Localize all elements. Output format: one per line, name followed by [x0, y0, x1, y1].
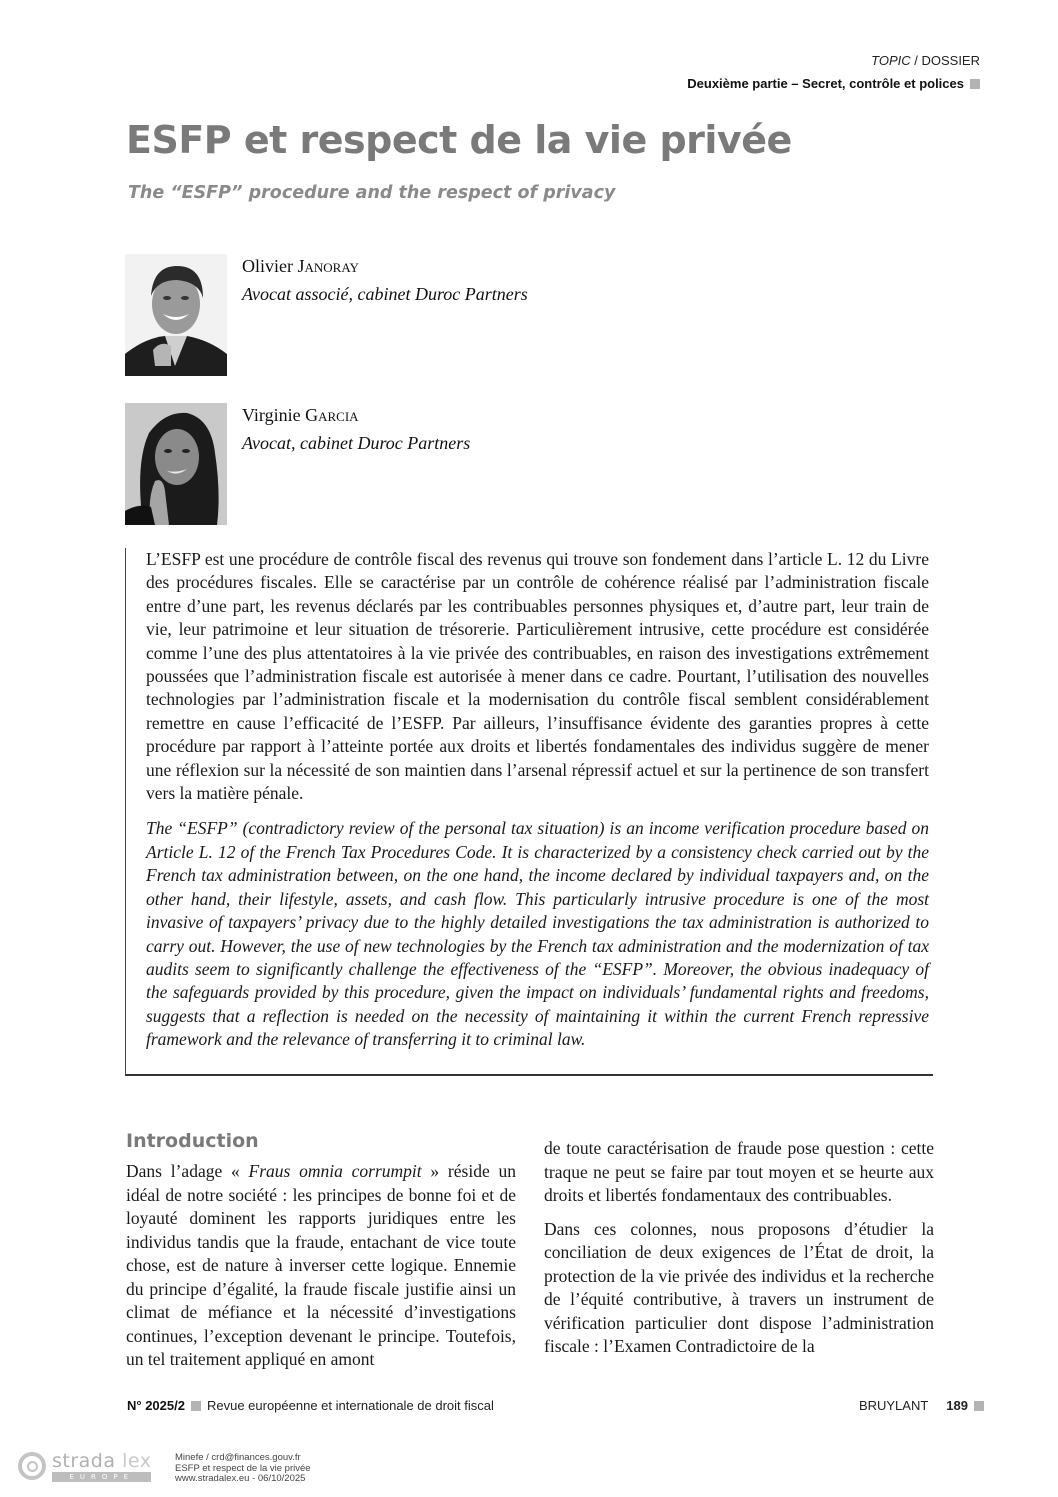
author-role: Avocat associé, cabinet Duroc Partners [242, 284, 528, 304]
download-stamp: Minefe / crd@finances.gouv.fr ESFP et respect de la vie privée www.stradalex.eu - 06/10/2025 [175, 1452, 311, 1484]
author-name: Olivier Janoray [242, 256, 359, 276]
body-paragraph: de toute caractérisation de fraude pose question : cette traque ne peut se faire par tout moyen et se heurte aux droits et libertés fondamentaux des contribuables. [544, 1138, 934, 1205]
square-marker-icon [191, 1401, 201, 1411]
part-label: Deuxième partie – Secret, contrôle et polices [687, 76, 964, 91]
body-column-left [126, 1130, 516, 1372]
portrait-man-icon [125, 254, 227, 376]
author-name: Virginie Garcia [242, 405, 359, 425]
publisher-name: BRUYLANT [858, 1398, 929, 1413]
running-head [687, 52, 980, 92]
topic-label: TOPIC [871, 53, 911, 68]
portrait-woman-icon [125, 403, 227, 525]
footer-journal [127, 1398, 494, 1413]
body-paragraph: Dans ces colonnes, nous proposons d’étudier la conciliation de deux exigences de l’État de droit, la protection de la vie privée des individus et la recherche de l’équité contributive, à travers un instrument de vérification particulier dont dispose l’administration fiscale : l’Examen Contradictoire de la [544, 1218, 934, 1356]
abstract-box [125, 548, 933, 1076]
page-number: 189 [946, 1398, 968, 1413]
author-role: Avocat, cabinet Duroc Partners [242, 433, 471, 453]
article-subtitle: The “ESFP” procedure and the respect of privacy [128, 183, 616, 203]
author-photo [125, 254, 227, 376]
body-paragraph: Dans l’adage « Fraus omnia corrumpit » réside un idéal de notre société : les principes de bonne foi et de loyauté dominent les rapports juridiques entre les individus tandis que la fraude, entachant de vice toute chose, est de nature à inverser cette logique. Ennemie du principe d’égalité, la fraude fiscale justifie ainsi un climat de méfiance et la nécessité d’investigations continues, l’exception devenant le principe. Toutefois, un tel traitement appliqué en amont [126, 1161, 516, 1369]
footer-publisher [859, 1398, 990, 1413]
topic-line [687, 52, 980, 69]
abstract-english: The “ESFP” (contradictory review of the personal tax situation) is an income verification procedure based on Article L. 12 of the French Tax Procedures Code. It is characterized by a consistency check carried out by the French tax administration between, on the one hand, the income declared by individual taxpayers and, on the other hand, their lifestyle, assets, and cash flow. This particularly intrusive procedure is one of the most invasive of taxpayers’ privacy due to the highly detailed investigations the tax administration is authorized to carry out. However, the use of new technologies by the French tax administration and the modernization of tax audits seem to significantly challenge the effectiveness of the “ESFP”. Moreover, the obvious inadequacy of the safeguards provided by this procedure, given the impact on individuals’ fundamental rights and freedoms, suggests that a reflection is needed on the necessity of maintaining it within the current French repressive framework and the relevance of transferring it to criminal law. [146, 818, 929, 1050]
part-line [687, 75, 980, 92]
body-column-right [544, 1137, 934, 1359]
author-block [125, 254, 625, 376]
author-block [125, 403, 625, 525]
stradalex-logo: strada lex EUROPE [18, 1448, 151, 1484]
square-marker-icon [970, 79, 980, 89]
square-marker-icon [974, 1401, 984, 1411]
author-photo [125, 403, 227, 525]
abstract-french: L’ESFP est une procédure de contrôle fiscal des revenus qui trouve son fondement dans l’article L. 12 du Livre des procédures fiscales. Elle se caractérise par un contrôle de cohérence réalisé par l’administration fiscale entre d’une part, les revenus déclarés par les contribuables personnes physiques et, d’autre part, leur train de vie, leur patrimoine et leur situation de trésorerie. Particulièrement intrusive, cette procédure est considérée comme l’une des plus attentatoires à la vie privée des contribuables, en raison des investigations extrêmement poussées que l’administration fiscale est autorisée à mener dans ce cadre. Pourtant, l’utilisation des nouvelles technologies par l’administration fiscale et la modernisation du contrôle fiscal semblent considérablement remettre en cause l’efficacité de l’ESFP. Par ailleurs, l’insuffisance évidente des garanties propres à cette procédure par rapport à l’atteinte portée aux droits et libertés fondamentales des individus suggère de mener une réflexion sur la nécessité de son maintien dans l’arsenal répressif actuel et sur la pertinence de son transfert vers la matière pénale. [146, 549, 929, 804]
section-label: / DOSSIER [914, 53, 980, 68]
section-heading: Introduction [126, 1130, 259, 1152]
issue-number: N° 2025/2 [127, 1398, 185, 1413]
stradalex-ring-icon [18, 1452, 46, 1480]
article-title: ESFP et respect de la vie privée [126, 118, 792, 162]
journal-name: Revue européenne et internationale de droit fiscal [206, 1398, 494, 1413]
